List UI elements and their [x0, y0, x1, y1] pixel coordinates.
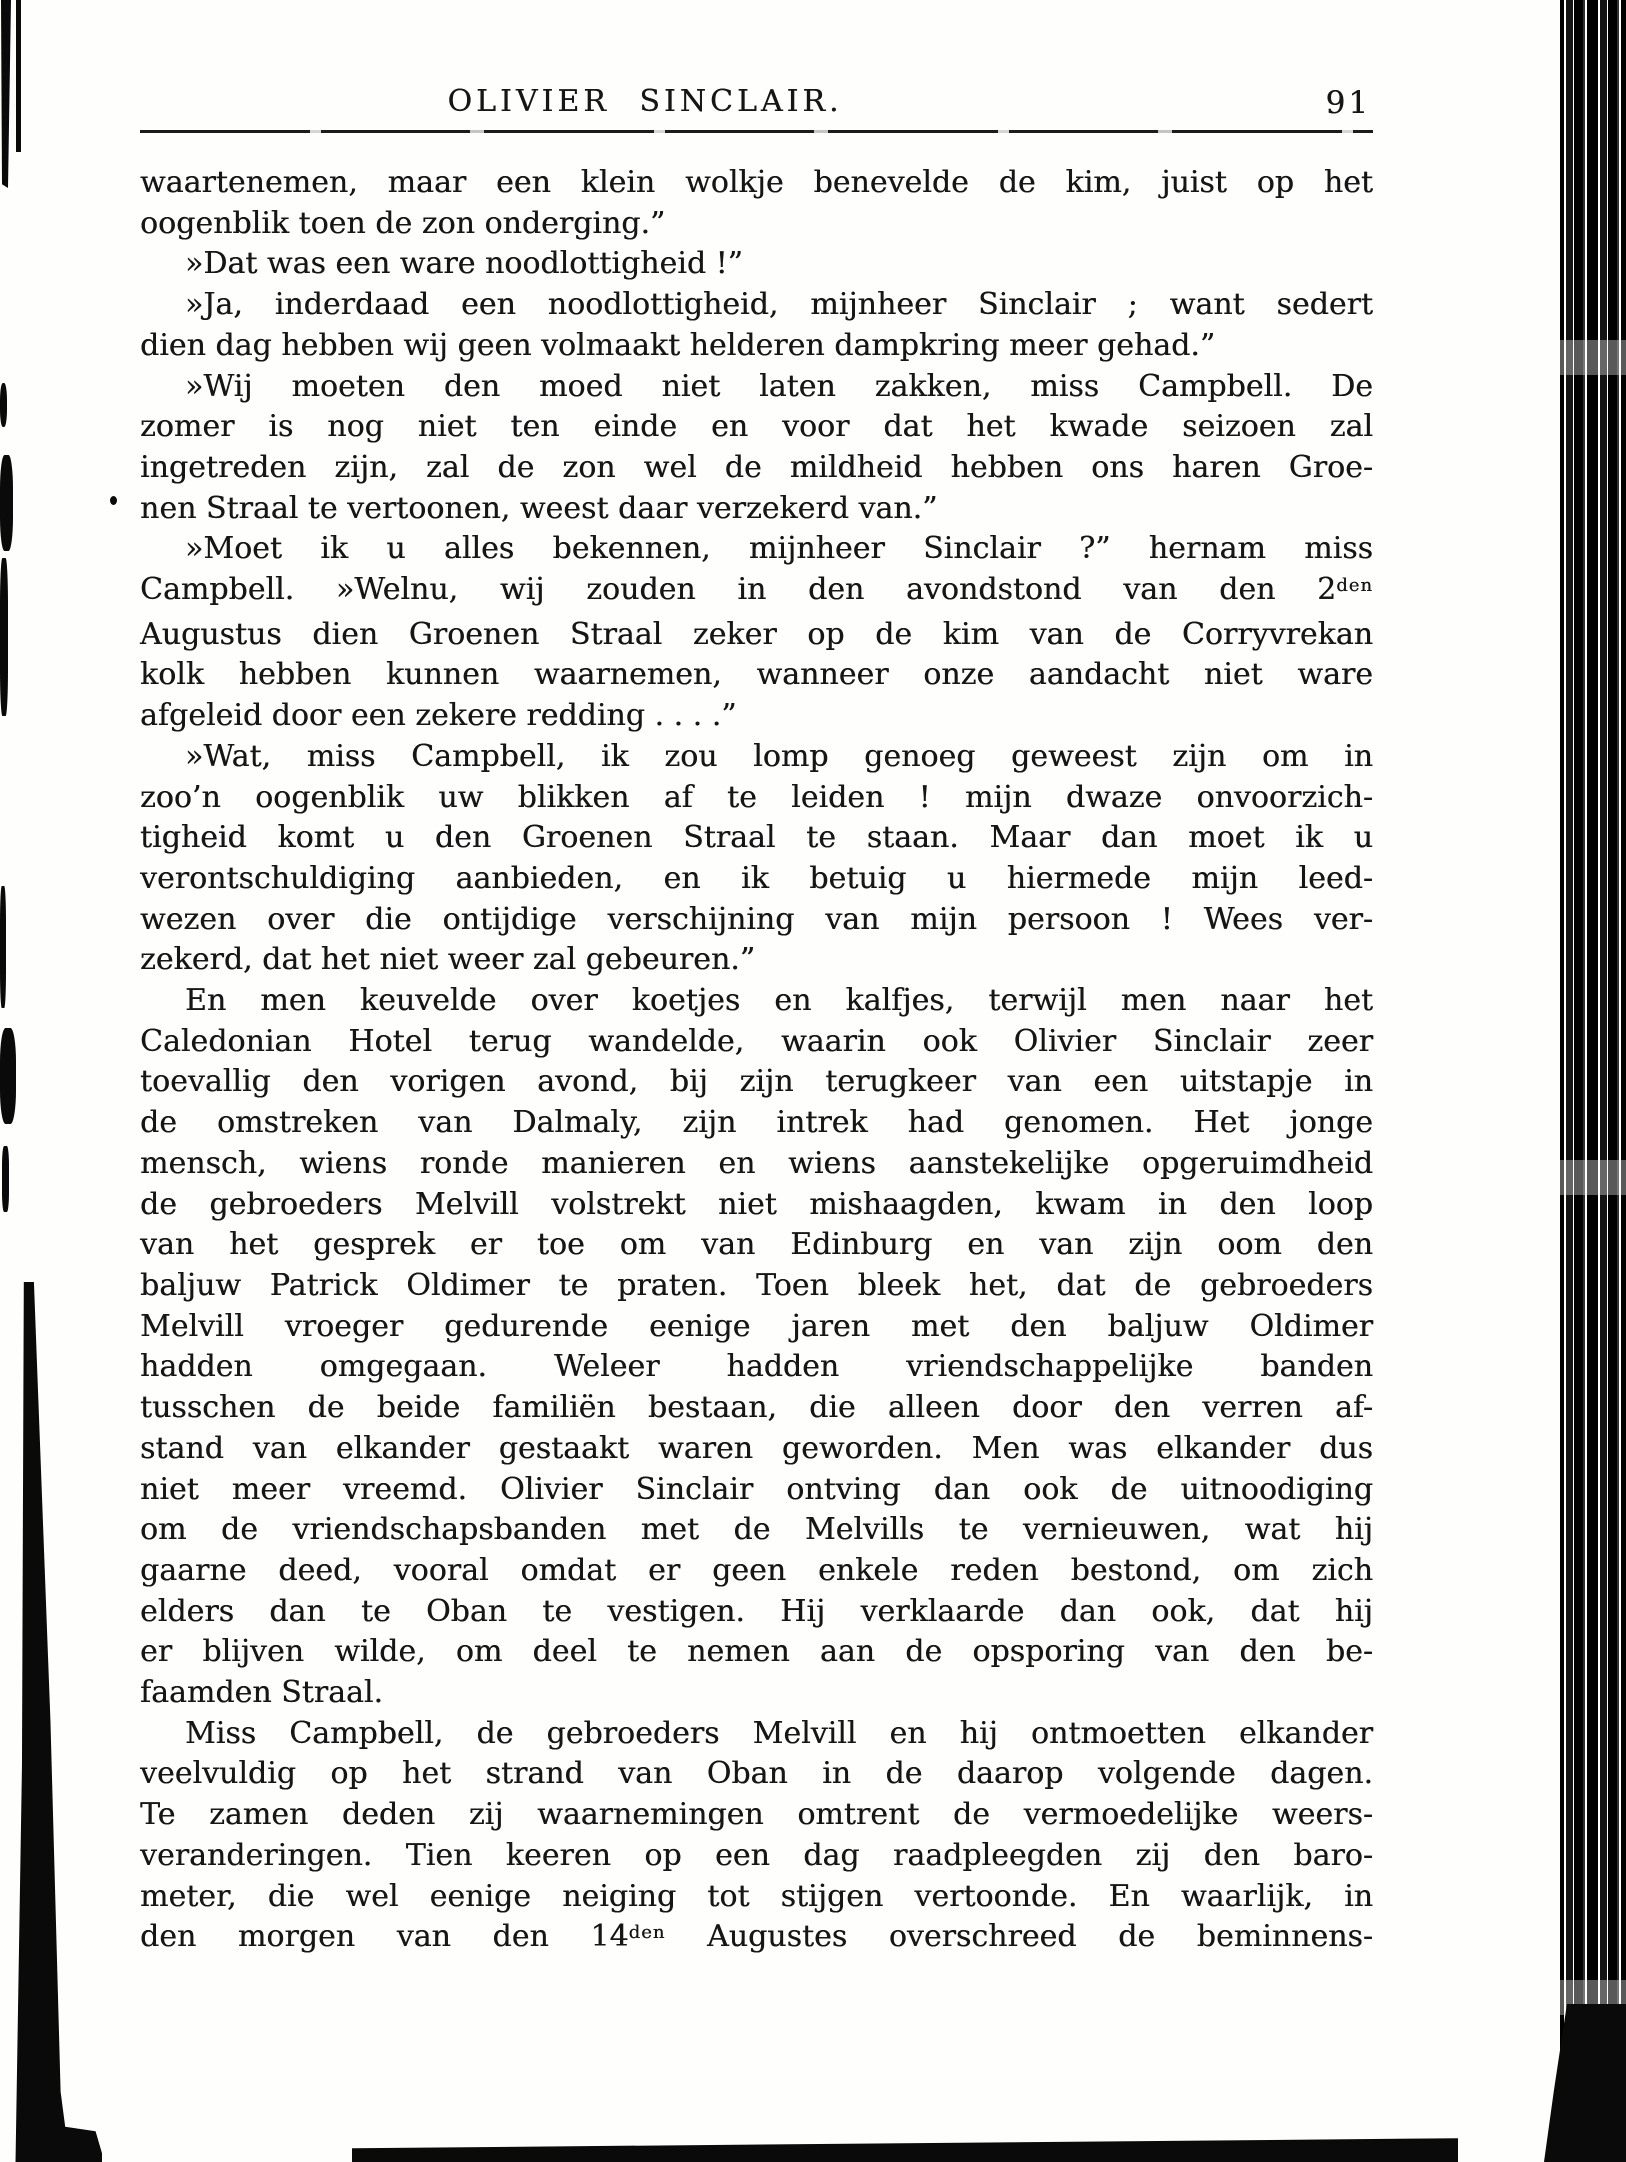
scan-artifact-left-smudge [0, 383, 7, 427]
text-segment: Melvill vroeger gedurende eenige jaren met den baljuw Oldimer [140, 1308, 1373, 1344]
scan-artifact-left-smudge [0, 455, 13, 551]
text-segment: gaarne deed, vooral omdat er geen enkele reden bestond, om zich [140, 1552, 1373, 1588]
scan-artifact-top-left-stroke [1, 0, 11, 188]
text-segment: mensch, wiens ronde manieren en wiens aanstekelijke opgeruimdheid [140, 1145, 1373, 1181]
text-line [140, 818, 1373, 859]
superscript-ordinal: den [1336, 574, 1373, 596]
text-segment: zoo’n oogenblik uw blikken af te leiden ! mijn dwaze onvoorzich- [140, 779, 1373, 815]
page-body [140, 163, 1373, 1962]
text-segment: den morgen van den 14 [140, 1919, 629, 1955]
text-line [140, 489, 1373, 530]
text-line [140, 1754, 1373, 1795]
text-segment: veelvuldig op het strand van Oban in de daarop volgende dagen. [140, 1756, 1373, 1792]
text-line [140, 1917, 1373, 1962]
text-segment: Te zamen deden zij waarnemingen omtrent de vermoedelijke weers- [140, 1797, 1373, 1833]
text-line [140, 285, 1373, 326]
text-segment: ingetreden zijn, zal de zon wel de mildheid hebben ons haren Groe- [140, 449, 1373, 485]
text-segment: »Wat, miss Campbell, ik zou lomp genoeg geweest zijn om in [185, 738, 1373, 774]
text-segment: Campbell. »Welnu, wij zouden in den avondstond van den 2 [140, 572, 1337, 608]
text-segment: wezen over die ontijdige verschijning van mijn persoon ! Wees ver- [140, 901, 1373, 937]
paragraph [140, 244, 1373, 285]
text-segment: zekerd, dat het niet weer zal gebeuren.” [140, 942, 756, 978]
text-segment: nen Straal te vertoonen, weest daar verzekerd van.” [140, 490, 938, 526]
text-line [140, 244, 1373, 285]
scan-artifact-bottom-strip [352, 2137, 1458, 2162]
text-segment: de omstreken van Dalmaly, zijn intrek had genomen. Het jonge [140, 1105, 1373, 1141]
text-line [140, 1266, 1373, 1307]
text-segment: verontschuldiging aanbieden, en ik betuig u hiermede mijn leed- [140, 860, 1373, 896]
text-segment: faamden Straal. [140, 1675, 383, 1711]
text-line [140, 655, 1373, 696]
text-line [140, 981, 1373, 1022]
text-segment: hadden omgegaan. Weleer hadden vriendschappelijke banden [140, 1349, 1373, 1385]
header-rule [140, 130, 1373, 133]
text-line [140, 1551, 1373, 1592]
text-segment: »Wij moeten den moed niet laten zakken, miss Campbell. De [185, 368, 1373, 404]
text-segment: stand van elkander gestaakt waren geworden. Men was elkander dus [140, 1430, 1373, 1466]
text-line [140, 1592, 1373, 1633]
text-segment: Caledonian Hotel terug wandelde, waarin ook Olivier Sinclair zeer [140, 1023, 1373, 1059]
text-segment: En men keuvelde over koetjes en kalfjes, terwijl men naar het [185, 983, 1373, 1019]
scan-artifact-left-smudge [0, 1028, 16, 1124]
text-line [140, 1470, 1373, 1511]
text-line [140, 615, 1373, 656]
text-line [140, 778, 1373, 819]
text-line [140, 737, 1373, 778]
text-segment: van het gesprek er toe om van Edinburg en van zijn oom den [140, 1227, 1373, 1263]
text-line [140, 367, 1373, 408]
text-line [140, 570, 1373, 615]
text-segment: de gebroeders Melvill volstrekt niet mishaagden, kwam in den loop [140, 1186, 1373, 1222]
scan-artifact-left-binding-bar [10, 1282, 102, 2162]
scan-artifact-right-bottom-blot [1544, 2004, 1626, 2162]
scan-artifact-top-left-stroke-2 [16, 0, 21, 152]
text-segment: afgeleid door een zekere redding . . . .” [140, 698, 737, 734]
text-line [140, 163, 1373, 204]
text-segment: Miss Campbell, de gebroeders Melvill en hij ontmoetten elkander [185, 1715, 1373, 1751]
scan-artifact-left-smudge [2, 1146, 9, 1212]
text-segment: »Ja, inderdaad een noodlottigheid, mijnheer Sinclair ; want sedert [185, 287, 1373, 323]
text-line [140, 1388, 1373, 1429]
text-line [140, 696, 1373, 737]
paragraph [140, 1714, 1373, 1962]
text-line [140, 326, 1373, 367]
text-line [140, 1632, 1373, 1673]
text-segment: Augustus dien Groenen Straal zeker op de kim van de Corryvrekan [140, 616, 1373, 652]
scan-artifact-left-smudge [0, 558, 8, 716]
text-segment: »Moet ik u alles bekennen, mijnheer Sinclair ?” hernam miss [185, 531, 1373, 567]
text-line [140, 204, 1373, 245]
text-line [140, 1062, 1373, 1103]
text-segment: tigheid komt u den Groenen Straal te staan. Maar dan moet ik u [140, 820, 1373, 856]
text-segment: veranderingen. Tien keeren op een dag raadpleegden zij den baro- [140, 1837, 1373, 1873]
scan-artifact-ink-speck [110, 496, 117, 505]
text-line [140, 1877, 1373, 1918]
text-segment: oogenblik toen de zon onderging.” [140, 205, 666, 241]
text-line [140, 1714, 1373, 1755]
text-line [140, 1673, 1373, 1714]
paragraph [140, 737, 1373, 981]
text-segment: om de vriendschapsbanden met de Melvills te vernieuwen, wat hij [140, 1512, 1373, 1548]
paragraph [140, 163, 1373, 244]
text-line [140, 859, 1373, 900]
text-segment: dien dag hebben wij geen volmaakt helderen dampkring meer gehad.” [140, 327, 1216, 363]
text-segment: »Dat was een ware noodlottigheid !” [185, 246, 743, 282]
text-segment: waartenemen, maar een klein wolkje benevelde de kim, juist op het [140, 165, 1373, 200]
text-segment: kolk hebben kunnen waarnemen, wanneer onze aandacht niet ware [140, 657, 1373, 693]
text-line [140, 1347, 1373, 1388]
text-line [140, 900, 1373, 941]
text-segment: elders dan te Oban te vestigen. Hij verklaarde dan ook, dat hij [140, 1593, 1373, 1629]
text-segment: meter, die wel eenige neiging tot stijgen vertoonde. En waarlijk, in [140, 1878, 1373, 1914]
superscript-ordinal: den [628, 1922, 666, 1944]
paragraph [140, 529, 1373, 737]
scan-artifact-right-edge-band [1560, 0, 1626, 2162]
text-line [140, 529, 1373, 570]
text-line [140, 1022, 1373, 1063]
text-line [140, 1144, 1373, 1185]
scan-artifact-left-smudge [0, 886, 6, 1008]
text-segment: zomer is nog niet ten einde en voor dat het kwade seizoen zal [140, 409, 1373, 445]
page-number: 91 [1325, 85, 1371, 121]
paragraph [140, 367, 1373, 530]
text-line [140, 1836, 1373, 1877]
text-segment: toevallig den vorigen avond, bij zijn terugkeer van een uitstapje in [140, 1064, 1373, 1100]
text-line [140, 1307, 1373, 1348]
text-line [140, 1103, 1373, 1144]
page-title: OLIVIER SINCLAIR. [447, 84, 843, 119]
text-line [140, 1429, 1373, 1470]
paragraph [140, 981, 1373, 1714]
text-line [140, 448, 1373, 489]
text-line [140, 407, 1373, 448]
running-header [140, 84, 1373, 126]
text-line [140, 1795, 1373, 1836]
paragraph [140, 285, 1373, 366]
text-segment: tusschen de beide familiën bestaan, die alleen door den verren af- [140, 1390, 1373, 1426]
text-line [140, 940, 1373, 981]
text-segment: Augustes overschreed de beminnens- [665, 1919, 1373, 1955]
text-line [140, 1225, 1373, 1266]
text-line [140, 1510, 1373, 1551]
text-line [140, 1185, 1373, 1226]
text-segment: niet meer vreemd. Olivier Sinclair ontving dan ook de uitnoodiging [140, 1471, 1373, 1507]
text-segment: baljuw Patrick Oldimer te praten. Toen bleek het, dat de gebroeders [140, 1267, 1373, 1303]
text-segment: er blijven wilde, om deel te nemen aan de opsporing van den be- [140, 1634, 1373, 1670]
